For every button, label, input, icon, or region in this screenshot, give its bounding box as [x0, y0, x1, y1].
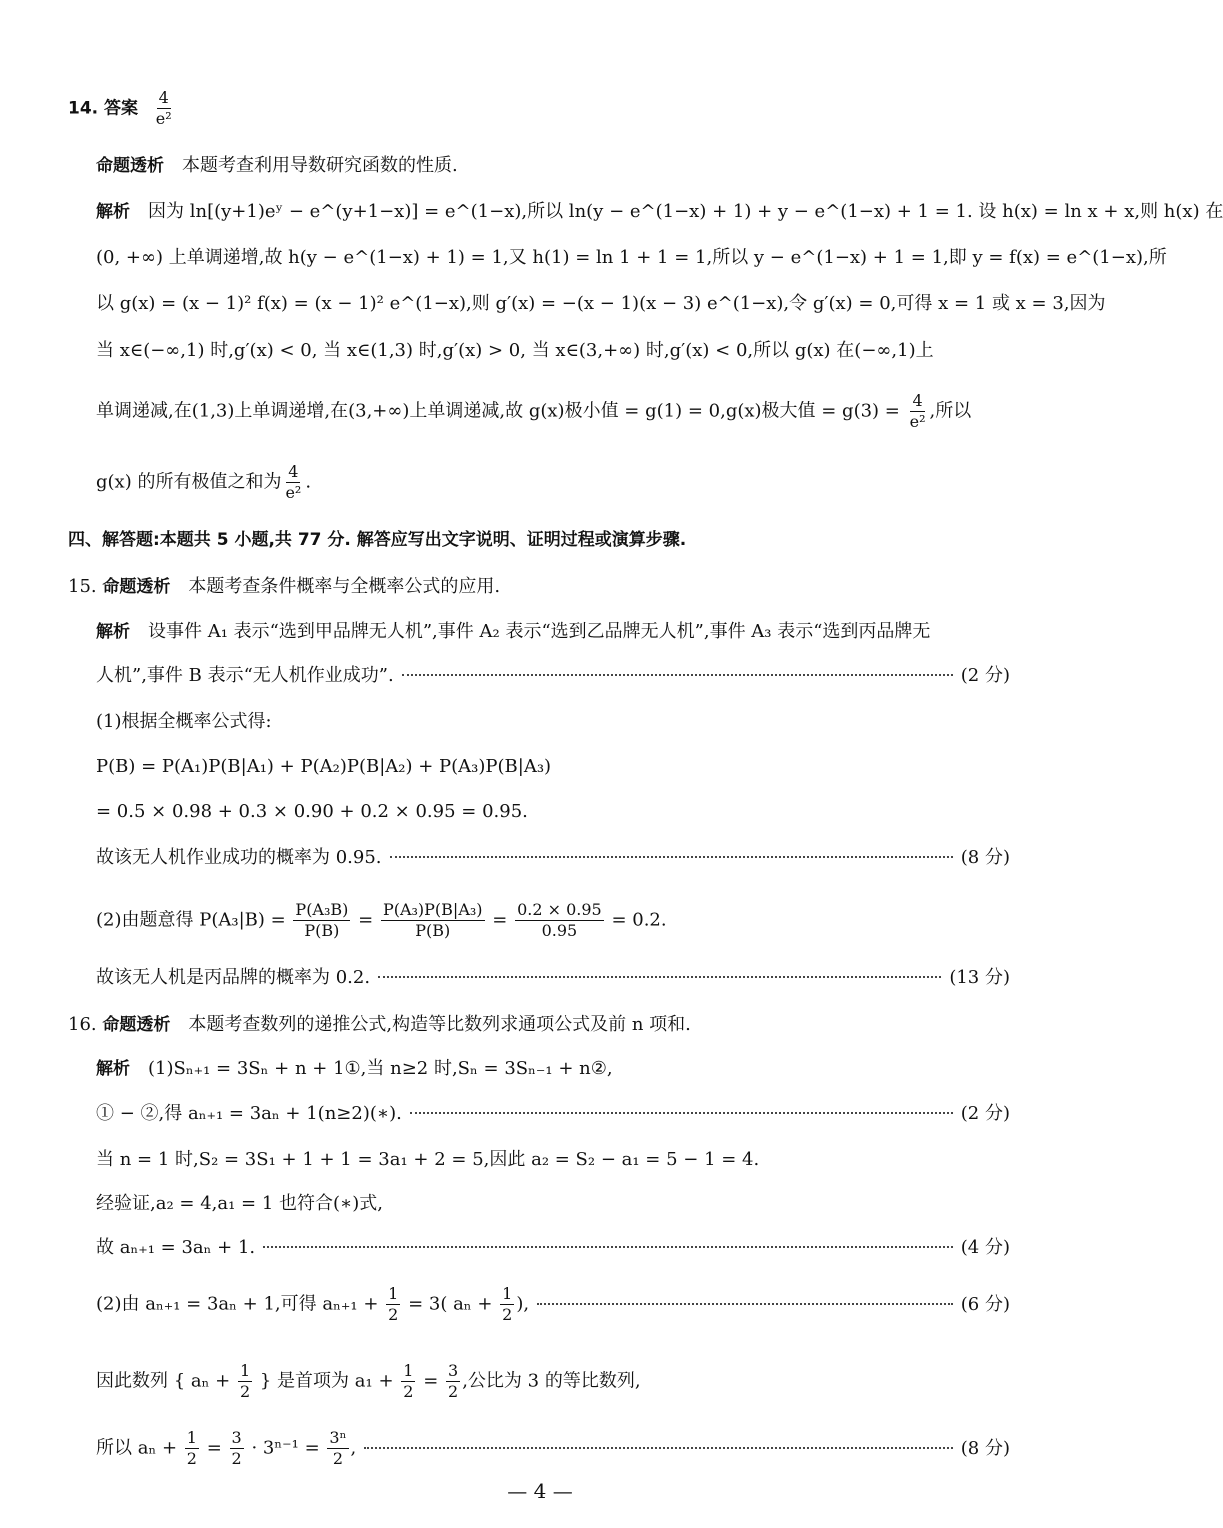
q14-header: 14. 答案 — [68, 98, 139, 119]
q15-part1-heading: (1)根据全概率公式得: — [96, 711, 272, 732]
q16-analysis-line: 16. 命题透析 本题考查数列的递推公式,构造等比数列求通项公式及前 n 项和. — [68, 1014, 691, 1035]
leader-dots — [410, 1112, 953, 1114]
q14-answer-fraction: $\frac{4}{\text{e²}}$ — [155, 88, 172, 128]
score-label: (4 分) — [960, 1237, 1010, 1258]
q16-solution-line-2: ① − ②,得 aₙ₊₁ = 3aₙ + 1(n≥2)(∗). (2 分) — [96, 1100, 1010, 1128]
q15-solution-line-1: 解析 设事件 A₁ 表示“选到甲品牌无人机”,事件 A₂ 表示“选到乙品牌无人机”,事件 A₃ 表示“选到丙品牌无 — [96, 621, 931, 642]
q15-total-prob-formula: P(B) = P(A₁)P(B|A₁) + P(A₂)P(B|A₂) + P(A₃)P(B|A₃) — [96, 756, 552, 777]
q14-analysis-text: 本题考查利用导数研究函数的性质. — [182, 155, 458, 176]
fraction: $\frac{1}{2}$ — [403, 1361, 414, 1401]
q14-analysis-label: 命题透析 — [96, 156, 164, 176]
fraction: $\frac{\text{3ⁿ}}{2}$ — [329, 1428, 347, 1468]
q14-solution-line-5: 单调递减,在(1,3)上单调递增,在(3,+∞)上单调递减,故 g(x)极小值 = g(1) = 0,g(x)极大值 = g(3) = $\frac{4}{\text{e²}}$ ,所以 — [96, 391, 972, 431]
section-4-heading: 四、解答题:本题共 5 小题,共 77 分. 解答应写出文字说明、证明过程或演算步骤. — [68, 530, 687, 550]
q14-solution-line-2: (0, +∞) 上单调递增,故 h(y − e^(1−x) + 1) = 1,又 h(1) = ln 1 + 1 = 1,所以 y − e^(1−x) + 1 = 1,即 y = f(x) = e^(1−x),所 — [96, 247, 1167, 268]
fraction: $\frac{3}{2}$ — [231, 1428, 242, 1468]
q14-sum-fraction: $\frac{4}{\text{e²}}$ — [285, 462, 302, 502]
page-number: — 4 — — [507, 1479, 573, 1503]
fraction: $\frac{1}{2}$ — [239, 1361, 251, 1401]
q14-solution-label: 解析 — [96, 202, 130, 222]
q15-part2-formula: (2)由题意得 P(A₃|B) = $\frac{\text{P(A₃B)}}{P(B)}$ = $\frac{\text{P(A₃)P(B|A₃)}}{P(B)}$ = $\frac{0.2 \times 0.95}{0.95}$ = 0.2. — [96, 900, 667, 940]
leader-dots — [390, 856, 953, 858]
score-label: (2 分) — [960, 1103, 1010, 1124]
fraction: $\frac{1}{2}$ — [388, 1284, 399, 1324]
q14-answer-line — [68, 88, 1010, 129]
q15-analysis-line: 15. 命题透析 本题考查条件概率与全概率公式的应用. — [68, 576, 501, 597]
score-label: (13 分) — [949, 967, 1010, 988]
fraction: $\frac{\text{P(A₃)P(B|A₃)}}{P(B)}$ — [382, 900, 483, 940]
score-label: (8 分) — [960, 1437, 1010, 1459]
q14-max-fraction: $\frac{4}{\text{e²}}$ — [909, 391, 926, 431]
q16-header: 16. — [68, 1014, 97, 1035]
score-label: (2 分) — [960, 665, 1010, 686]
q16-part2-line: (2)由 aₙ₊₁ = 3aₙ + 1,可得 aₙ₊₁ + $\frac{1}{2}$ = 3( aₙ + $\frac{1}{2}$ ), (6 分) — [96, 1284, 1010, 1324]
fraction: $\frac{1}{2}$ — [502, 1284, 513, 1324]
q16-solution-line-3: 当 n = 1 时,S₂ = 3S₁ + 1 + 1 = 3a₁ + 2 = 5,因此 a₂ = S₂ − a₁ = 5 − 1 = 4. — [96, 1149, 760, 1170]
q14-solution-line-3: 以 g(x) = (x − 1)² f(x) = (x − 1)² e^(1−x),则 g′(x) = −(x − 1)(x − 3) e^(1−x),令 g′(x) = 0,可得 x = 1 或 x = 3,因为 — [96, 293, 1106, 314]
leader-dots — [263, 1246, 953, 1248]
q15-total-prob-calc: = 0.5 × 0.98 + 0.3 × 0.90 + 0.2 × 0.95 = 0.95. — [96, 801, 528, 822]
leader-dots — [537, 1303, 953, 1305]
q16-solution-line-1: 解析 (1)Sₙ₊₁ = 3Sₙ + n + 1①,当 n≥2 时,Sₙ = 3Sₙ₋₁ + n②, — [96, 1058, 613, 1079]
fraction: $\frac{1}{2}$ — [186, 1428, 197, 1468]
q15-solution-line-2: 人机”,事件 B 表示“无人机作业成功”. (2 分) — [96, 662, 1010, 690]
q15-header: 15. — [68, 576, 97, 597]
q14-solution-line-4: 当 x∈(−∞,1) 时,g′(x) < 0, 当 x∈(1,3) 时,g′(x) > 0, 当 x∈(3,+∞) 时,g′(x) < 0,所以 g(x) 在(−∞,1)上 — [96, 340, 934, 361]
leader-dots — [378, 976, 941, 978]
q16-general-term-line: 所以 aₙ + $\frac{1}{2}$ = $\frac{3}{2}$ · 3ⁿ⁻¹ = $\frac{\text{3ⁿ}}{2}$ , (8 分) — [96, 1428, 1010, 1468]
q14-solution-line-6: g(x) 的所有极值之和为 $\frac{4}{\text{e²}}$ . — [96, 462, 312, 502]
q14-solution-line-1: 解析 因为 ln[(y+1)eʸ − e^(y+1−x)] = e^(1−x),所以 ln(y − e^(1−x) + 1) + y − e^(1−x) + 1 = 1. 设 h(x) = ln x + x,则 h(x) 在 — [96, 201, 1223, 222]
q16-solution-line-4: 经验证,a₂ = 4,a₁ = 1 也符合(∗)式, — [96, 1193, 384, 1214]
q14-analysis-line — [96, 152, 1010, 180]
fraction: $\frac{3}{2}$ — [448, 1361, 459, 1401]
q15-part1-result: 故该无人机作业成功的概率为 0.95. (8 分) — [96, 844, 1010, 872]
fraction: $\frac{0.2 \times 0.95}{0.95}$ — [517, 900, 602, 940]
score-label: (6 分) — [960, 1293, 1010, 1315]
q16-solution-line-5: 故 aₙ₊₁ = 3aₙ + 1. (4 分) — [96, 1234, 1010, 1262]
leader-dots — [364, 1447, 953, 1449]
q16-geometric-sequence-line: 因此数列 { aₙ + $\frac{1}{2}$ } 是首项为 a₁ + $\frac{1}{2}$ = $\frac{3}{2}$ ,公比为 3 的等比数列, — [96, 1361, 641, 1401]
score-label: (8 分) — [960, 847, 1010, 868]
fraction: $\frac{\text{P(A₃B)}}{P(B)}$ — [295, 900, 349, 940]
q15-part2-result: 故该无人机是丙品牌的概率为 0.2. (13 分) — [96, 964, 1010, 992]
leader-dots — [402, 674, 953, 676]
